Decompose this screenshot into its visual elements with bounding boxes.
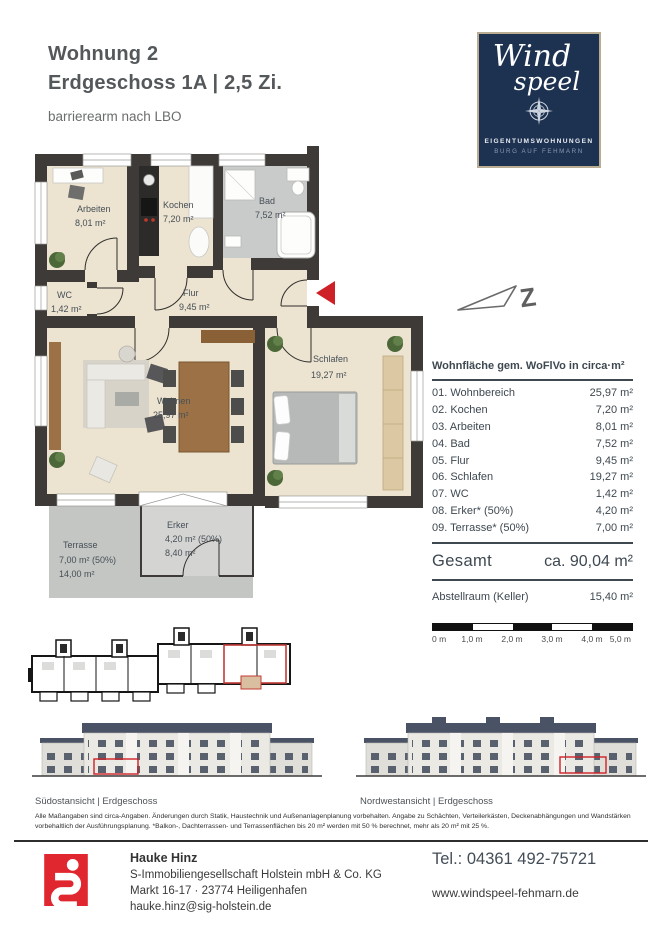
- brand-tagline: EIGENTUMSWOHNUNGEN: [484, 138, 594, 145]
- website-link[interactable]: www.windspeel-fehmarn.de: [432, 886, 579, 900]
- sparkasse-logo: [40, 854, 92, 906]
- room-label: 04. Bad: [432, 437, 470, 450]
- room-value: 1,42 m²: [595, 488, 633, 501]
- floor-plan: [27, 146, 429, 604]
- brand-word-1: Wind: [492, 39, 572, 74]
- area-table-row: [432, 452, 633, 469]
- area-table-row: [432, 502, 633, 519]
- storage-label: Abstellraum (Keller): [432, 591, 529, 604]
- room-value: 9,45 m²: [595, 454, 633, 467]
- total-value: ca. 90,04 m²: [544, 553, 633, 571]
- room-label: Arbeiten: [77, 204, 111, 214]
- north-letter: Z: [517, 281, 538, 314]
- elevation-southeast: [28, 712, 326, 792]
- room-label: Terrasse: [63, 540, 98, 550]
- scale-tick-label: 3,0 m: [541, 634, 563, 644]
- area-table-row: [432, 435, 633, 452]
- disclaimer-text: Alle Maßangaben sind circa-Angaben. Änderungen durch Statik, Haustechnik und Außenanlagenplanung vorbehalten. Angabe zu Schächten, Verteilerkästen, Deckenabhängungen und Wandstärken vorbehaltlich der Ausführungsplanung. *Balkon-, Dachterrassen- und Terrassenflächen bis 20 m² werden mit 50 % berechnet, mehr als 20 m² mit 25 %.: [35, 813, 631, 830]
- area-table-row: [432, 402, 633, 419]
- room-label: 03. Arbeiten: [432, 420, 491, 433]
- agent-name: Hauke Hinz: [130, 851, 198, 865]
- room-value: 4,20 m²: [595, 504, 633, 517]
- room-label: WC: [57, 290, 72, 300]
- room-label: Wohnen: [157, 396, 191, 406]
- area-table-rows: [432, 385, 633, 536]
- elevation-caption-southeast: Südostansicht | Erdgeschoss: [35, 796, 158, 807]
- room-label: 09. Terrasse* (50%): [432, 521, 530, 534]
- area-table: [432, 360, 633, 603]
- company-address: Markt 16-17 · 23774 Heiligenhafen: [130, 885, 308, 897]
- room-label: Schlafen: [313, 354, 349, 364]
- room-area: 19,27 m²: [311, 370, 347, 380]
- area-table-row: [432, 519, 633, 536]
- room-value: 7,52 m²: [595, 437, 633, 450]
- room-area-2: 14,00 m²: [59, 569, 95, 579]
- room-area: 7,00 m² (50%): [59, 555, 117, 565]
- area-table-title: Wohnfläche gem. WoFlVo in circa·m²: [432, 360, 633, 381]
- scale-bar-segments: [432, 623, 633, 631]
- total-label: Gesamt: [432, 552, 493, 571]
- room-area-2: 8,40 m²: [165, 548, 196, 558]
- site-plan: [28, 612, 296, 704]
- room-label: Bad: [259, 196, 276, 206]
- north-arrow-icon: [452, 276, 562, 320]
- area-table-row: [432, 486, 633, 503]
- header: [48, 40, 282, 124]
- area-table-row: [432, 419, 633, 436]
- brand-location: BURG AUF FEHMARN: [494, 148, 584, 155]
- scale-tick-label: 0 m: [432, 634, 447, 644]
- room-label: 08. Erker* (50%): [432, 504, 514, 517]
- email-address[interactable]: hauke.hinz@sig-holstein.de: [130, 901, 272, 913]
- scale-bar-labels: [432, 634, 633, 646]
- room-label: 02. Kochen: [432, 404, 488, 417]
- room-label: Kochen: [163, 200, 194, 210]
- room-label: 06. Schlafen: [432, 471, 494, 484]
- elevation-northwest: [352, 712, 650, 792]
- area-table-row: [432, 469, 633, 486]
- brand-word-2: speel: [513, 67, 581, 96]
- page-subtitle-floor: Erdgeschoss 1A | 2,5 Zi.: [48, 72, 283, 94]
- room-area: 25,97 m²: [153, 410, 189, 420]
- room-area: 1,42 m²: [51, 304, 82, 314]
- scale-tick-label: 1,0 m: [461, 634, 483, 644]
- company-name: S-Immobiliengesellschaft Holstein mbH & Co. KG: [130, 869, 382, 881]
- storage-room-row: [432, 591, 633, 603]
- room-label: 07. WC: [432, 488, 469, 501]
- room-area: 8,01 m²: [75, 218, 106, 228]
- room-value: 25,97 m²: [589, 387, 633, 400]
- room-value: 8,01 m²: [595, 420, 633, 433]
- room-value: 19,27 m²: [589, 471, 633, 484]
- room-area: 7,20 m²: [163, 214, 194, 224]
- room-label: 05. Flur: [432, 454, 470, 467]
- brand-logo: [477, 32, 601, 168]
- page-title: Wohnung 2: [48, 43, 159, 65]
- room-value: 7,20 m²: [595, 404, 633, 417]
- terrace-area: [49, 504, 253, 598]
- storage-value: 15,40 m²: [589, 591, 633, 604]
- elevation-caption-northwest: Nordwestansicht | Erdgeschoss: [360, 796, 493, 807]
- room-label: 01. Wohnbereich: [432, 387, 515, 400]
- room-area: 4,20 m² (50%): [165, 534, 223, 544]
- room-label: Erker: [167, 520, 189, 530]
- room-area: 7,52 m²: [255, 210, 286, 220]
- room-value: 7,00 m²: [595, 521, 633, 534]
- scale-bar: [432, 623, 633, 649]
- scale-tick-label: 4,0 m: [581, 634, 603, 644]
- room-area: 9,45 m²: [179, 302, 210, 312]
- scale-tick-label: 5,0 m: [609, 634, 631, 644]
- footer-divider: [14, 840, 648, 842]
- area-table-row: [432, 385, 633, 402]
- compass-icon: [524, 96, 554, 126]
- scale-tick-label: 2,0 m: [501, 634, 523, 644]
- accessibility-note: barrierearm nach LBO: [48, 109, 182, 124]
- area-table-total-row: [432, 542, 633, 581]
- contact-block: [130, 851, 382, 915]
- phone-number[interactable]: Tel.: 04361 492-75721: [432, 850, 597, 868]
- room-label: Flur: [183, 288, 199, 298]
